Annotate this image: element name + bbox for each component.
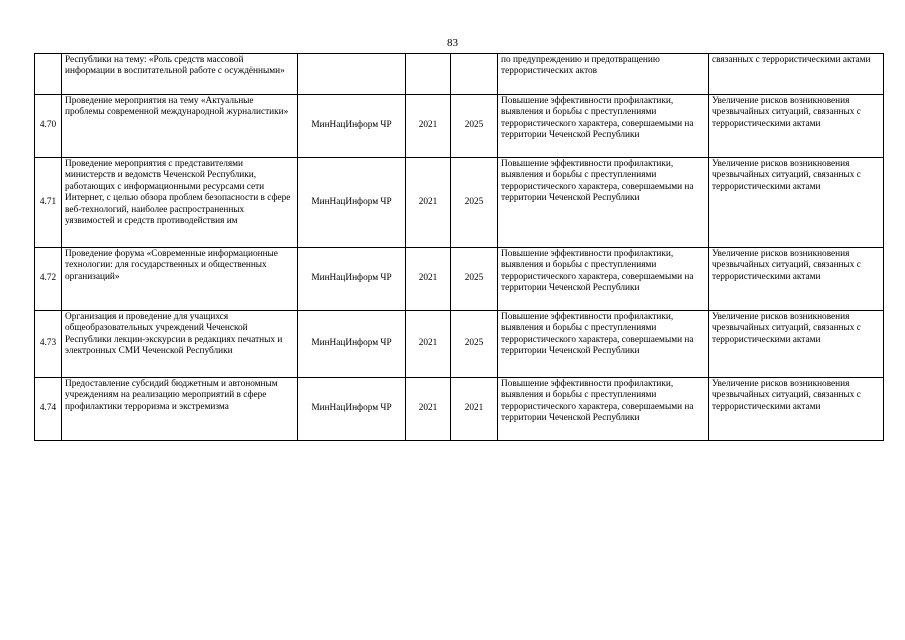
result-cell: Повышение эффективности профилактики, выявления и борьбы с преступлениями террористического характера, совершаемыми на территории Чеченской Республики [498,378,709,441]
event-cell: Проведение форума «Современные информационные технологии: для государственных и общественных организаций» [62,248,298,311]
page-number: 83 [447,37,458,49]
executor-cell: МинНацИнформ ЧР [298,378,406,441]
table-row [35,311,884,378]
result-cell: Повышение эффективности профилактики, выявления и борьбы с преступлениями террористического характера, совершаемыми на территории Чеченской Республики [498,95,709,158]
start-year-cell: 2021 [406,95,451,158]
executor-cell: МинНацИнформ ЧР [298,95,406,158]
table-row [35,158,884,248]
result-cell: Повышение эффективности профилактики, выявления и борьбы с преступлениями террористического характера, совершаемыми на территории Чеченской Республики [498,248,709,311]
start-year-cell: 2021 [406,248,451,311]
row-number: 4.71 [35,158,62,248]
table-row [35,378,884,441]
end-year-cell: 2025 [451,248,498,311]
end-year-cell: 2021 [451,378,498,441]
risk-cell: Увеличение рисков возникновения чрезвычайных ситуаций, связанных с террористическими актами [709,378,884,441]
row-number: 4.73 [35,311,62,378]
risk-cell: Увеличение рисков возникновения чрезвычайных ситуаций, связанных с террористическими актами [709,311,884,378]
executor-cell: МинНацИнформ ЧР [298,248,406,311]
result-cell: по предупреждению и предотвращению террористических актов [498,54,709,95]
end-year-cell: 2025 [451,95,498,158]
executor-cell [298,54,406,95]
executor-cell: МинНацИнформ ЧР [298,158,406,248]
start-year-cell: 2021 [406,158,451,248]
event-cell: Республики на тему: «Роль средств массовой информации в воспитательной работе с осуждёнными» [62,54,298,95]
event-cell: Организация и проведение для учащихся общеобразовательных учреждений Чеченской Республики лекции-экскурсии в редакциях печатных и электронных СМИ Чеченской Республики [62,311,298,378]
end-year-cell: 2025 [451,311,498,378]
start-year-cell: 2021 [406,311,451,378]
row-number: 4.70 [35,95,62,158]
row-number: 4.74 [35,378,62,441]
start-year-cell [406,54,451,95]
table-row [35,95,884,158]
row-number: 4.72 [35,248,62,311]
table-row [35,54,884,95]
event-cell: Предоставление субсидий бюджетным и автономным учреждениям на реализацию мероприятий в сфере профилактики терроризма и экстремизма [62,378,298,441]
measures-table [34,53,884,441]
table-row [35,248,884,311]
event-cell: Проведение мероприятия на тему «Актуальные проблемы современной международной журналистики» [62,95,298,158]
end-year-cell: 2025 [451,158,498,248]
result-cell: Повышение эффективности профилактики, выявления и борьбы с преступлениями террористического характера, совершаемыми на территории Чеченской Республики [498,158,709,248]
risk-cell: Увеличение рисков возникновения чрезвычайных ситуаций, связанных с террористическими актами [709,158,884,248]
start-year-cell: 2021 [406,378,451,441]
result-cell: Повышение эффективности профилактики, выявления и борьбы с преступлениями террористического характера, совершаемыми на территории Чеченской Республики [498,311,709,378]
risk-cell: Увеличение рисков возникновения чрезвычайных ситуаций, связанных с террористическими актами [709,95,884,158]
row-number [35,54,62,95]
event-cell: Проведение мероприятия с представителями министерств и ведомств Чеченской Республики, работающих с информационными ресурсами сети Интернет, с целью обзора проблем безопасности в сфере веб-технологий, наиболее распространенных уязвимостей и средств противодействия им [62,158,298,248]
executor-cell: МинНацИнформ ЧР [298,311,406,378]
risk-cell: связанных с террористическими актами [709,54,884,95]
risk-cell: Увеличение рисков возникновения чрезвычайных ситуаций, связанных с террористическими актами [709,248,884,311]
end-year-cell [451,54,498,95]
